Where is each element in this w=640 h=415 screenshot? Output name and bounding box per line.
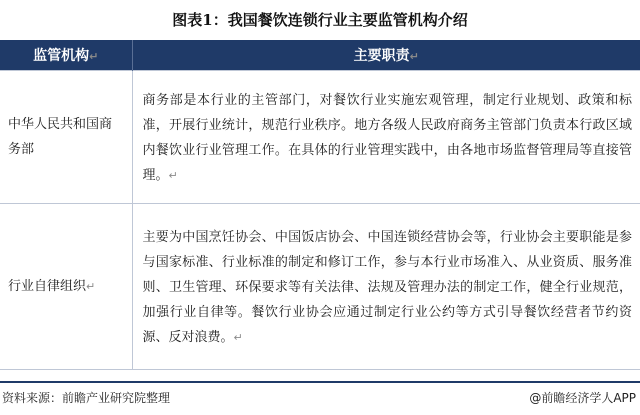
regulator-duties (132, 203, 640, 369)
header-duties-label: 主要职责 (353, 47, 410, 64)
regulator-table (0, 40, 640, 370)
footer (0, 381, 640, 415)
table-row (0, 70, 640, 203)
page-title: 图表1：我国餐饮连锁行业主要监管机构介绍 (172, 11, 468, 29)
regulator-name (0, 70, 132, 203)
paragraph-mark: ↵ (233, 330, 243, 344)
regulator-name-text: 行业自律组织 (8, 278, 87, 294)
header-regulator-label: 监管机构 (33, 47, 90, 64)
regulator-duties-text: 商务部是本行业的主管部门，对餐饮行业实施宏观管理，制定行业规划、政策和标准，开展行业统计，规范行业秩序。地方各级人民政府商务主管部门负责本行政区域内餐饮业行业管理工作。在具体的行业管理实践中，由各地市场监督管理局等直接管理。 (142, 92, 632, 183)
table-row (0, 203, 640, 369)
paragraph-mark: ↵ (86, 279, 96, 293)
paragraph-mark: ↵ (168, 168, 178, 182)
header-duties (132, 40, 640, 70)
source-note: 资料来源：前瞻产业研究院整理 (2, 391, 171, 405)
regulator-duties-text: 主要为中国烹饪协会、中国饭店协会、中国连锁经营协会等，行业协会主要职能是参与国家标准、行业标准的制定和修订工作，参与本行业市场准入、从业资质、服务准则、卫生管理、环保要求等有关法律、法规及管理办法的制定工作，健全行业规范，加强行业自律等。餐饮行业协会应通过制定行业公约等方式引导餐饮经营者节约资源、反对浪费。 (142, 229, 632, 345)
regulator-duties (132, 70, 640, 203)
table-header-row (0, 40, 640, 70)
paragraph-mark: ↵ (89, 49, 99, 63)
regulator-name (0, 203, 132, 369)
brand-credit: @前瞻经济学人APP (529, 391, 636, 405)
header-regulator (0, 40, 132, 70)
regulator-name-text: 中华人民共和国商务部 (8, 116, 113, 157)
paragraph-mark: ↵ (409, 49, 419, 63)
